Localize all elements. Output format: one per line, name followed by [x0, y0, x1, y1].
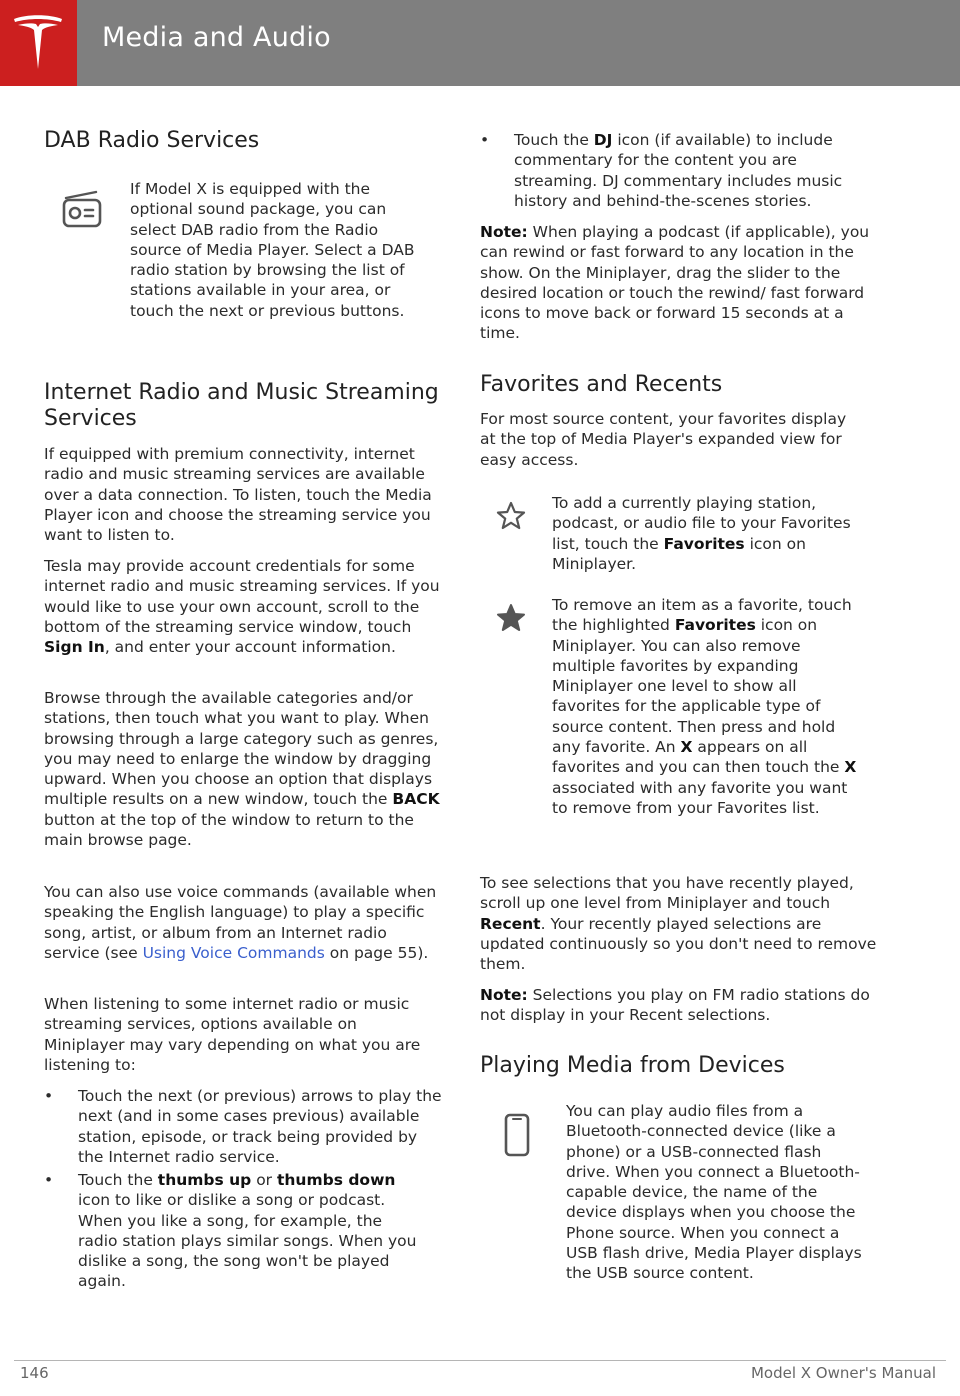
- favorites-heading: Favorites and Recents: [480, 372, 723, 397]
- internet-radio-heading: Internet Radio and Music Streaming Services: [44, 380, 439, 431]
- favorites-remove-text: To remove an item as a favorite, touch the highlighted Favorites icon on Miniplayer. You can also remove multiple favorites by expanding Miniplayer one level to show all favorites for the applicable type of source content. Then press and hold any favorite. An X appears on all favorites and you can then touch the X associated with any favorite you want to remove from your Favorites list.: [552, 596, 857, 817]
- note-podcast: Note: When playing a podcast (if applicable), you can rewind or fast forward to any location in the show. On the Miniplayer, drag the slider to the desired location or touch the rewind/ fast forward icons to move back or forward 15 seconds at a time.: [480, 223, 870, 343]
- favorites-add-text: To add a currently playing station, podcast, or audio file to your Favorites list, touch the Favorites icon on Miniplayer.: [552, 494, 851, 573]
- internet-paragraph-2: Tesla may provide account credentials for some internet radio and music streaming services. If you would like to use your own account, scroll to the bottom of the streaming service window, touch Sign In, and enter your account information.: [44, 557, 440, 657]
- phone-icon: [502, 1112, 532, 1158]
- favorites-paragraph: For most source content, your favorites display at the top of Media Player's expanded view for easy access.: [480, 410, 847, 469]
- internet-paragraph-3: Browse through the available categories and/or stations, then touch what you want to play. When browsing through a large category such as genres, you may need to enlarge the window by dragging upward. When you choose an option that displays multiple results on a new window, touch the BACK button at the top of the window to return to the main browse page.: [44, 689, 440, 850]
- radio-icon: [60, 190, 104, 230]
- manual-title: Model X Owner's Manual: [750, 1364, 936, 1382]
- dj-label: DJ: [593, 131, 613, 149]
- footer-divider: [14, 1360, 946, 1361]
- internet-paragraph-4: You can also use voice commands (available when speaking the English language) to play a specific song, artist, or album from an Internet radio service (see Using Voice Commands on page 55).: [44, 883, 437, 962]
- tesla-logo: [0, 0, 77, 86]
- note-fm-radio: Note: Selections you play on FM radio stations do not display in your Recent selections.: [480, 986, 870, 1025]
- star-outline-icon: [495, 500, 527, 532]
- thumbs-up-label: thumbs up: [157, 1171, 252, 1189]
- star-filled-icon: [495, 602, 527, 634]
- sign-in-label: Sign In: [44, 638, 105, 657]
- dab-description: If Model X is equipped with the optional sound package, you can select DAB radio from the Radio source of Media Player. Select a DAB radio station by browsing the list of stations available in your area, or touch the next or previous buttons.: [130, 180, 415, 320]
- voice-commands-link[interactable]: Using Voice Commands: [142, 943, 325, 962]
- thumbs-down-label: thumbs down: [276, 1171, 396, 1189]
- page-number: 146: [20, 1364, 49, 1382]
- tesla-logo-icon: [12, 13, 64, 73]
- page-header: [0, 0, 960, 86]
- devices-heading: Playing Media from Devices: [480, 1053, 785, 1078]
- favorites-label: Favorites: [663, 534, 745, 553]
- recent-paragraph: To see selections that you have recently played, scroll up one level from Miniplayer and touch Recent. Your recently played selections are updated continuously so you don't need to remove them.: [480, 874, 877, 974]
- devices-description: You can play audio files from a Bluetooth-connected device (like a phone) or a USB-connected flash drive. When you connect a Bluetooth-capable device, the name of the device displays when you choose the Phone source. When you connect a USB flash drive, Media Player displays the USB source content.: [566, 1102, 862, 1283]
- recent-label: Recent: [480, 914, 541, 933]
- dab-heading: DAB Radio Services: [44, 128, 260, 153]
- internet-paragraph-5: When listening to some internet radio or music streaming services, options available on Miniplayer may vary depending on what you are listening to:: [44, 995, 421, 1074]
- back-label: BACK: [392, 790, 440, 809]
- internet-paragraph-1: If equipped with premium connectivity, internet radio and music streaming services are available over a data connection. To listen, touch the Media Player icon and choose the streaming service you want to listen to.: [44, 445, 432, 545]
- page-header-title: Media and Audio: [102, 22, 331, 53]
